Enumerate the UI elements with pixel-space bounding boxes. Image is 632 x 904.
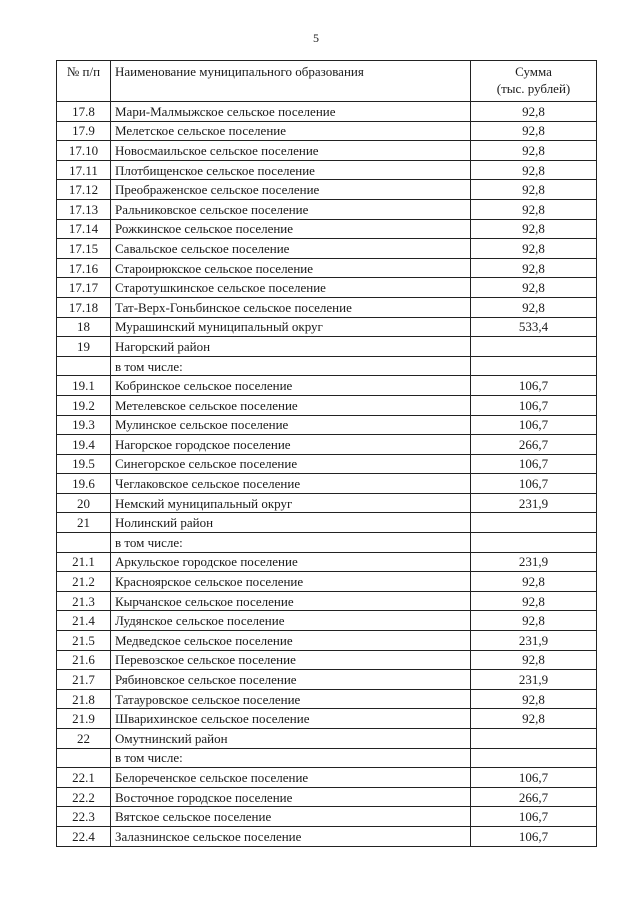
row-sum: 92,8 <box>471 297 597 317</box>
row-sum: 106,7 <box>471 376 597 396</box>
row-municipality-name: Омутнинский район <box>111 729 471 749</box>
table-row <box>57 180 597 200</box>
table-row <box>57 102 597 122</box>
table-row <box>57 807 597 827</box>
row-number: 19.4 <box>57 435 111 455</box>
row-sum <box>471 533 597 553</box>
table-row <box>57 729 597 749</box>
row-municipality-name: Мари-Малмыжское сельское поселение <box>111 102 471 122</box>
row-municipality-name: Плотбищенское сельское поселение <box>111 160 471 180</box>
row-sum: 92,8 <box>471 239 597 259</box>
row-number: 22.4 <box>57 826 111 846</box>
table-row <box>57 631 597 651</box>
table-row <box>57 611 597 631</box>
table-row <box>57 199 597 219</box>
row-sum: 92,8 <box>471 102 597 122</box>
row-sum: 92,8 <box>471 591 597 611</box>
row-sum: 266,7 <box>471 435 597 455</box>
table-row <box>57 454 597 474</box>
row-sum <box>471 748 597 768</box>
table-row <box>57 748 597 768</box>
row-municipality-name: Нагорское городское поселение <box>111 435 471 455</box>
table-row <box>57 826 597 846</box>
row-number: 22.3 <box>57 807 111 827</box>
table-row <box>57 670 597 690</box>
row-number: 21 <box>57 513 111 533</box>
header-sum-title: Сумма <box>515 64 552 79</box>
row-sum: 92,8 <box>471 611 597 631</box>
row-municipality-name: Метелевское сельское поселение <box>111 395 471 415</box>
row-number: 22 <box>57 729 111 749</box>
row-sum: 92,8 <box>471 160 597 180</box>
row-sum <box>471 729 597 749</box>
row-municipality-name: Вятское сельское поселение <box>111 807 471 827</box>
row-municipality-name: Залазнинское сельское поселение <box>111 826 471 846</box>
row-number: 21.7 <box>57 670 111 690</box>
row-sum: 231,9 <box>471 493 597 513</box>
row-number: 17.18 <box>57 297 111 317</box>
row-municipality-name: Татауровское сельское поселение <box>111 689 471 709</box>
row-sum: 231,9 <box>471 670 597 690</box>
row-number: 19.6 <box>57 474 111 494</box>
table-row <box>57 787 597 807</box>
row-number: 19.5 <box>57 454 111 474</box>
row-number: 19.1 <box>57 376 111 396</box>
row-sum: 231,9 <box>471 631 597 651</box>
row-sum: 92,8 <box>471 689 597 709</box>
table-row <box>57 121 597 141</box>
row-number: 21.1 <box>57 552 111 572</box>
row-sum <box>471 337 597 357</box>
row-number: 19.3 <box>57 415 111 435</box>
row-sum: 106,7 <box>471 807 597 827</box>
table-row <box>57 415 597 435</box>
table-row <box>57 337 597 357</box>
table-row <box>57 435 597 455</box>
table-row <box>57 239 597 259</box>
table-row <box>57 533 597 553</box>
row-number: 17.8 <box>57 102 111 122</box>
row-number: 17.17 <box>57 278 111 298</box>
table-row <box>57 474 597 494</box>
row-sum: 533,4 <box>471 317 597 337</box>
row-municipality-name: Восточное городское поселение <box>111 787 471 807</box>
row-number: 17.11 <box>57 160 111 180</box>
row-sum: 92,8 <box>471 278 597 298</box>
row-municipality-name: Преображенское сельское поселение <box>111 180 471 200</box>
row-number <box>57 748 111 768</box>
table-row <box>57 689 597 709</box>
row-number: 20 <box>57 493 111 513</box>
row-sum: 106,7 <box>471 395 597 415</box>
row-sum: 92,8 <box>471 650 597 670</box>
row-municipality-name: Кырчанское сельское поселение <box>111 591 471 611</box>
row-sum: 92,8 <box>471 199 597 219</box>
header-name: Наименование муниципального образования <box>111 61 471 102</box>
row-sum: 92,8 <box>471 572 597 592</box>
table-row <box>57 356 597 376</box>
row-municipality-name: в том числе: <box>111 533 471 553</box>
row-number <box>57 533 111 553</box>
table-row <box>57 591 597 611</box>
header-sum-unit: (тыс. рублей) <box>496 81 571 96</box>
row-number: 19.2 <box>57 395 111 415</box>
row-sum: 92,8 <box>471 709 597 729</box>
row-municipality-name: Синегорское сельское поселение <box>111 454 471 474</box>
row-municipality-name: Староирюкское сельское поселение <box>111 258 471 278</box>
row-sum: 92,8 <box>471 219 597 239</box>
page-number: 5 <box>313 31 319 45</box>
row-number: 21.5 <box>57 631 111 651</box>
table-row <box>57 650 597 670</box>
row-municipality-name: Рожкинское сельское поселение <box>111 219 471 239</box>
row-number: 21.2 <box>57 572 111 592</box>
row-municipality-name: Красноярское сельское поселение <box>111 572 471 592</box>
table-row <box>57 395 597 415</box>
row-number <box>57 356 111 376</box>
table-row <box>57 552 597 572</box>
row-municipality-name: Нагорский район <box>111 337 471 357</box>
row-sum: 92,8 <box>471 141 597 161</box>
row-municipality-name: Лудянское сельское поселение <box>111 611 471 631</box>
row-municipality-name: Мурашинский муниципальный округ <box>111 317 471 337</box>
row-number: 17.12 <box>57 180 111 200</box>
table-row <box>57 768 597 788</box>
row-number: 22.2 <box>57 787 111 807</box>
row-sum: 106,7 <box>471 415 597 435</box>
row-sum: 106,7 <box>471 768 597 788</box>
row-number: 19 <box>57 337 111 357</box>
table-row <box>57 317 597 337</box>
table-row <box>57 258 597 278</box>
row-number: 17.10 <box>57 141 111 161</box>
row-sum: 266,7 <box>471 787 597 807</box>
row-number: 17.16 <box>57 258 111 278</box>
row-number: 17.14 <box>57 219 111 239</box>
row-municipality-name: в том числе: <box>111 748 471 768</box>
allocation-table <box>56 60 597 847</box>
row-sum: 92,8 <box>471 258 597 278</box>
row-number: 21.6 <box>57 650 111 670</box>
table-row <box>57 160 597 180</box>
table-row <box>57 709 597 729</box>
table-row <box>57 297 597 317</box>
row-municipality-name: в том числе: <box>111 356 471 376</box>
row-sum: 106,7 <box>471 454 597 474</box>
table-row <box>57 572 597 592</box>
row-municipality-name: Шварихинское сельское поселение <box>111 709 471 729</box>
row-municipality-name: Ральниковское сельское поселение <box>111 199 471 219</box>
row-municipality-name: Немский муниципальный округ <box>111 493 471 513</box>
table-row <box>57 141 597 161</box>
row-number: 22.1 <box>57 768 111 788</box>
row-municipality-name: Кобринское сельское поселение <box>111 376 471 396</box>
row-number: 21.8 <box>57 689 111 709</box>
row-sum <box>471 356 597 376</box>
row-sum: 106,7 <box>471 474 597 494</box>
row-municipality-name: Новосмаильское сельское поселение <box>111 141 471 161</box>
row-municipality-name: Перевозское сельское поселение <box>111 650 471 670</box>
row-municipality-name: Мелетское сельское поселение <box>111 121 471 141</box>
table-row <box>57 219 597 239</box>
table-row <box>57 376 597 396</box>
row-municipality-name: Старотушкинское сельское поселение <box>111 278 471 298</box>
row-number: 17.9 <box>57 121 111 141</box>
table-header-row <box>57 61 597 102</box>
row-number: 21.9 <box>57 709 111 729</box>
row-municipality-name: Рябиновское сельское поселение <box>111 670 471 690</box>
row-sum: 231,9 <box>471 552 597 572</box>
header-sum <box>471 61 597 102</box>
row-municipality-name: Чеглаковское сельское поселение <box>111 474 471 494</box>
table-row <box>57 493 597 513</box>
row-sum <box>471 513 597 533</box>
row-municipality-name: Медведское сельское поселение <box>111 631 471 651</box>
row-sum: 92,8 <box>471 180 597 200</box>
table-row <box>57 513 597 533</box>
row-number: 21.4 <box>57 611 111 631</box>
table-body <box>57 102 597 847</box>
row-municipality-name: Нолинский район <box>111 513 471 533</box>
row-number: 18 <box>57 317 111 337</box>
row-number: 17.13 <box>57 199 111 219</box>
row-sum: 92,8 <box>471 121 597 141</box>
row-municipality-name: Савальское сельское поселение <box>111 239 471 259</box>
row-number: 21.3 <box>57 591 111 611</box>
table-row <box>57 278 597 298</box>
row-municipality-name: Тат-Верх-Гоньбинское сельское поселение <box>111 297 471 317</box>
row-municipality-name: Мулинское сельское поселение <box>111 415 471 435</box>
row-municipality-name: Белореченское сельское поселение <box>111 768 471 788</box>
header-number: № п/п <box>57 61 111 102</box>
row-sum: 106,7 <box>471 826 597 846</box>
row-number: 17.15 <box>57 239 111 259</box>
row-municipality-name: Аркульское городское поселение <box>111 552 471 572</box>
